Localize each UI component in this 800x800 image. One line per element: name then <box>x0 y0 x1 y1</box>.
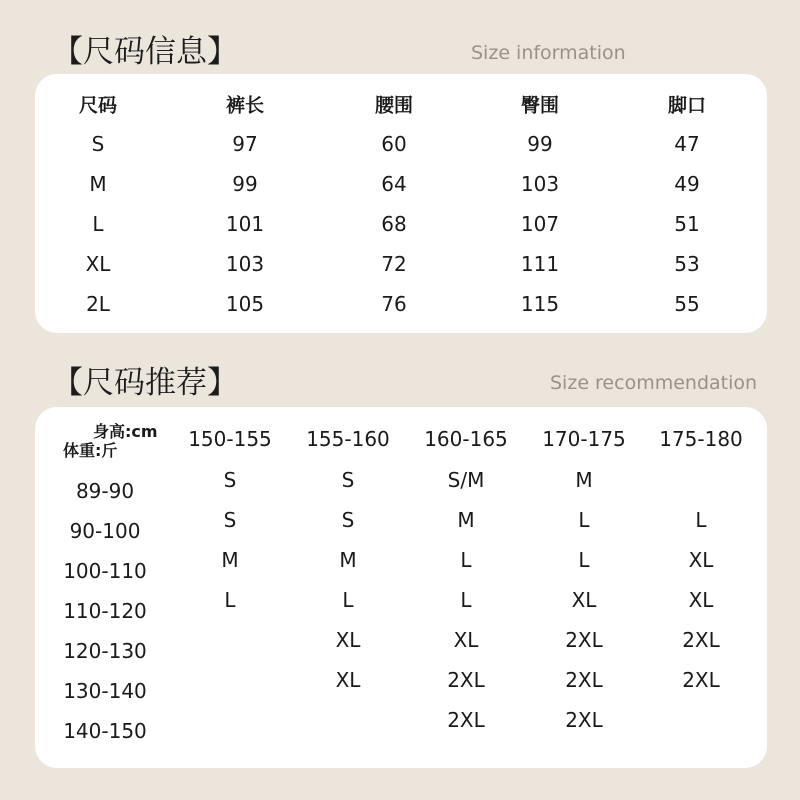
table-cell: 55 <box>674 292 700 316</box>
table-cell: 2L <box>86 292 110 316</box>
recommended-size: XL <box>688 588 714 612</box>
recommended-size: L <box>695 508 707 532</box>
table-cell: 103 <box>520 172 560 196</box>
recommended-size: L <box>460 588 472 612</box>
recommended-size: S <box>223 508 237 532</box>
table-cell: 53 <box>674 252 700 276</box>
recommended-size: XL <box>453 628 479 652</box>
size-rec-subtitle: Size recommendation <box>550 372 758 394</box>
recommended-size: S <box>341 508 355 532</box>
recommended-size: L <box>342 588 354 612</box>
table-cell: S <box>91 132 105 156</box>
recommended-size: L <box>578 548 590 572</box>
size-info-table <box>35 74 767 333</box>
table-cell: 99 <box>527 132 553 156</box>
weight-range-label: 130-140 <box>63 679 147 703</box>
recommended-size: M <box>575 468 593 492</box>
table-cell: 97 <box>232 132 258 156</box>
table-cell: 111 <box>520 252 560 276</box>
recommended-size: 2XL <box>565 668 603 692</box>
recommended-size: S <box>341 468 355 492</box>
height-unit-label: 身高:cm <box>93 422 158 441</box>
size-info-title: 【尺码信息】 <box>52 34 238 70</box>
weight-range-label: 120-130 <box>63 639 147 663</box>
weight-range-label: 90-100 <box>69 519 141 543</box>
recommended-size: M <box>221 548 239 572</box>
table-cell: 103 <box>225 252 265 276</box>
size-rec-title: 【尺码推荐】 <box>52 365 238 401</box>
recommended-size: XL <box>571 588 597 612</box>
table-cell: 76 <box>381 292 407 316</box>
recommended-size: S/M <box>447 468 485 492</box>
column-header: 腰围 <box>374 94 414 117</box>
recommended-size: XL <box>335 668 361 692</box>
column-header: 臀围 <box>520 94 560 117</box>
table-cell: 107 <box>520 212 560 236</box>
table-cell: L <box>92 212 104 236</box>
recommended-size: 2XL <box>565 708 603 732</box>
column-header: 裤长 <box>225 94 265 117</box>
table-cell: 105 <box>225 292 265 316</box>
table-cell: 115 <box>520 292 560 316</box>
recommended-size: 2XL <box>682 628 720 652</box>
recommended-size: XL <box>688 548 714 572</box>
recommended-size: M <box>339 548 357 572</box>
table-cell: M <box>89 172 107 196</box>
table-cell: 60 <box>381 132 407 156</box>
height-range-header: 150-155 <box>188 427 272 451</box>
size-rec-table <box>35 407 767 768</box>
weight-range-label: 100-110 <box>63 559 147 583</box>
size-info-subtitle: Size information <box>471 42 626 64</box>
table-cell: 99 <box>232 172 258 196</box>
recommended-size: 2XL <box>682 668 720 692</box>
height-range-header: 170-175 <box>542 427 626 451</box>
table-cell: 64 <box>381 172 407 196</box>
height-range-header: 155-160 <box>306 427 390 451</box>
height-range-header: 160-165 <box>424 427 508 451</box>
recommended-size: 2XL <box>447 708 485 732</box>
height-range-header: 175-180 <box>659 427 743 451</box>
table-cell: XL <box>85 252 111 276</box>
weight-unit-label: 体重:斤 <box>63 441 118 460</box>
recommended-size: 2XL <box>565 628 603 652</box>
table-cell: 72 <box>381 252 407 276</box>
table-cell: 101 <box>225 212 265 236</box>
weight-range-label: 110-120 <box>63 599 147 623</box>
column-header: 尺码 <box>78 94 118 117</box>
table-cell: 49 <box>674 172 700 196</box>
weight-range-label: 89-90 <box>75 479 135 503</box>
column-header: 脚口 <box>667 94 707 117</box>
recommended-size: L <box>224 588 236 612</box>
recommended-size: XL <box>335 628 361 652</box>
recommended-size: L <box>578 508 590 532</box>
recommended-size: S <box>223 468 237 492</box>
recommended-size: L <box>460 548 472 572</box>
recommended-size: 2XL <box>447 668 485 692</box>
weight-range-label: 140-150 <box>63 719 147 743</box>
table-cell: 47 <box>674 132 700 156</box>
table-cell: 68 <box>381 212 407 236</box>
recommended-size: M <box>457 508 475 532</box>
table-cell: 51 <box>674 212 700 236</box>
